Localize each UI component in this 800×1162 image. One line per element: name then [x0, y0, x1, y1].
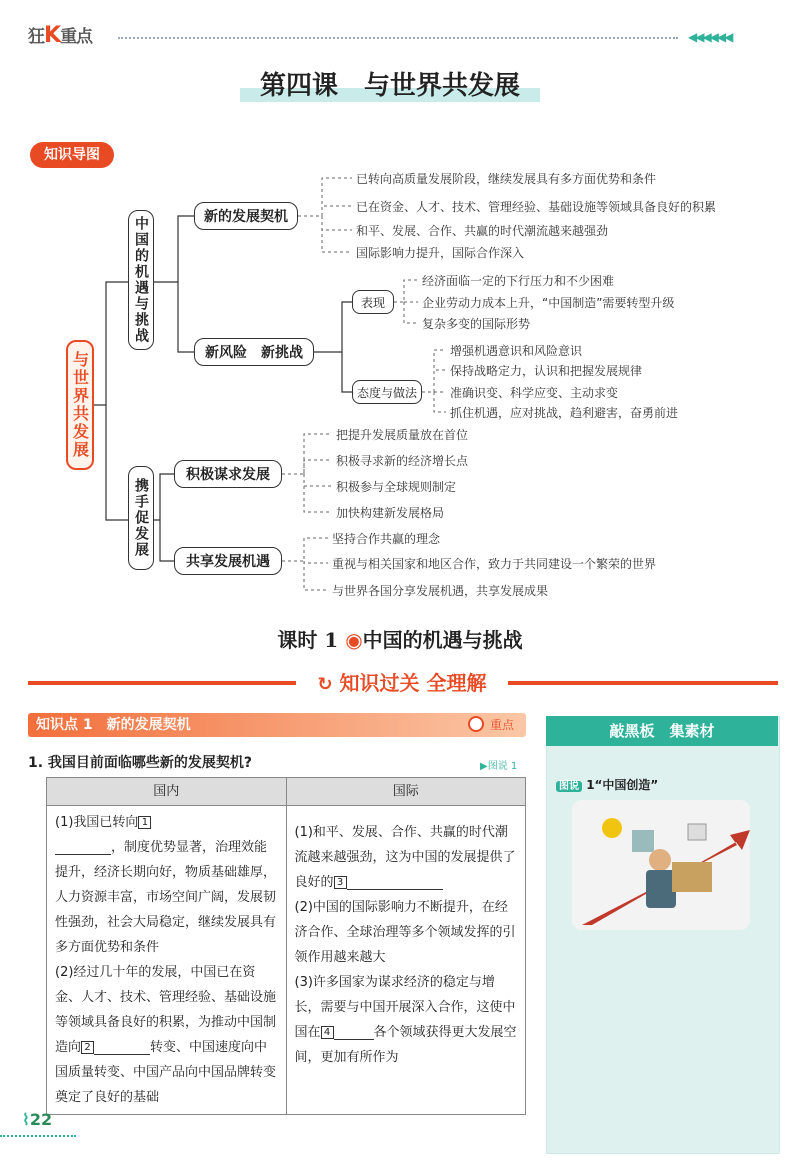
- node-new-opportunity: 新的发展契机: [194, 202, 298, 230]
- leaf-opportunity-2: 已在资金、人才、技术、管理经验、基础设施等领域具备良好的积累: [356, 200, 717, 214]
- side-panel-title: 敲黑板 集素材: [546, 716, 778, 746]
- leaf-show-3: 复杂多变的国际形势: [422, 317, 531, 331]
- brand-logo: 狂K重点: [28, 23, 93, 48]
- mindmap-root: 与世界共发展: [66, 340, 94, 470]
- question-1: 1. 我国目前面临哪些新的发展契机?: [28, 755, 253, 771]
- target-icon: [468, 716, 484, 732]
- leaf-attitude-2: 保持战略定力，认识和把握发展规律: [450, 364, 643, 378]
- banner-line-right: [506, 681, 778, 685]
- leaf-seek-2: 积极寻求新的经济增长点: [336, 454, 469, 468]
- node-attitude: 态度与做法: [352, 380, 422, 404]
- page-number: ⌇22: [22, 1110, 53, 1129]
- table-header-domestic: 国内: [47, 778, 287, 806]
- node-show: 表现: [352, 290, 394, 314]
- leaf-attitude-4: 抓住机遇，应对挑战，趋利避害，奋勇前进: [450, 406, 679, 420]
- banner-line-left: [28, 681, 298, 685]
- leaf-show-1: 经济面临一定的下行压力和不少困难: [422, 274, 615, 288]
- header-arrows: ◀◀◀◀◀◀: [688, 30, 732, 44]
- made-in-china-illustration: [572, 800, 750, 930]
- fill-blank-2[interactable]: [94, 1040, 150, 1055]
- lesson-title: 第四课 与世界共发展: [240, 66, 540, 106]
- leaf-share-1: 坚持合作共赢的理念: [332, 532, 441, 546]
- knowledge-point-title: 知识点 1 新的发展契机: [36, 717, 191, 733]
- leaf-share-3: 与世界各国分享发展机遇，共享发展成果: [332, 584, 549, 598]
- node-new-risk: 新风险 新挑战: [194, 338, 314, 366]
- footer-divider: [0, 1135, 76, 1137]
- table-header-international: 国际: [286, 778, 526, 806]
- leaf-seek-4: 加快构建新发展格局: [336, 506, 445, 520]
- table-cell-international: (1)和平、发展、合作、共赢的时代潮流越来越强劲，这为中国的发展提供了良好的 3 (2)中国的国际影响力不断提升，在经济合作、全球治理等多个领域发挥的引领作用越来越大 (3)许多国家为谋求经济的稳定与增长，需要与中国开展深入合作，这使中国在 4 各个领域获得更大发展空间，更加有所作为: [286, 806, 526, 1115]
- leaf-attitude-3: 准确识变、科学应变、主动求变: [450, 386, 619, 400]
- leaf-seek-1: 把提升发展质量放在首位: [336, 428, 469, 442]
- leaf-opportunity-4: 国际影响力提升，国际合作深入: [356, 246, 525, 260]
- panel-figure-caption: 图说 1“中国创造”: [556, 776, 658, 793]
- leaf-show-2: 企业劳动力成本上升，“中国制造”需要转型升级: [422, 296, 675, 310]
- leaf-opportunity-1: 已转向高质量发展阶段，继续发展具有多方面优势和条件: [356, 172, 657, 186]
- opportunity-table: [46, 777, 526, 1115]
- node-seek-development: 积极谋求发展: [174, 460, 282, 488]
- fill-blank-3[interactable]: [347, 875, 443, 890]
- branch-opportunity-challenge: 中国的机遇与挑战: [128, 210, 154, 350]
- table-cell-domestic: (1)我国已转向 1 ，制度优势显著，治理效能提升，经济长期向好，物质基础雄厚，人力资源丰富，市场空间广阔，发展韧性强劲，社会大局稳定，继续发展具有多方面优势和条件 (2)经过几十年的发展，中国已在资金、人才、技术、管理经验、基础设施等领域具备良好的积累，为推动中国制造向 2 转变、中国速度向中国质量转变、中国产品向中国品牌转变奠定了良好的基础: [47, 806, 287, 1115]
- branch-cooperate: 携手促发展: [128, 466, 154, 570]
- leaf-attitude-1: 增强机遇意识和风险意识: [450, 344, 583, 358]
- node-share-opportunity: 共享发展机遇: [174, 547, 282, 575]
- figure-reference-link[interactable]: ▶图说 1: [480, 761, 518, 772]
- fill-blank-4[interactable]: [334, 1025, 374, 1040]
- mindmap-badge: 知识导图: [30, 142, 114, 168]
- section-banner: ↻ 知识过关 全理解: [296, 668, 508, 698]
- leaf-opportunity-3: 和平、发展、合作、共赢的时代潮流越来越强劲: [356, 224, 609, 238]
- leaf-seek-3: 积极参与全球规则制定: [336, 480, 457, 494]
- fill-blank-1[interactable]: [55, 840, 111, 855]
- leaf-share-2: 重视与相关国家和地区合作，致力于共同建设一个繁荣的世界: [332, 557, 657, 571]
- period-title: 课时 1 ◉中国的机遇与挑战: [277, 628, 523, 652]
- key-point-tag: 重点: [490, 718, 515, 732]
- illustration-graphic: [572, 800, 750, 930]
